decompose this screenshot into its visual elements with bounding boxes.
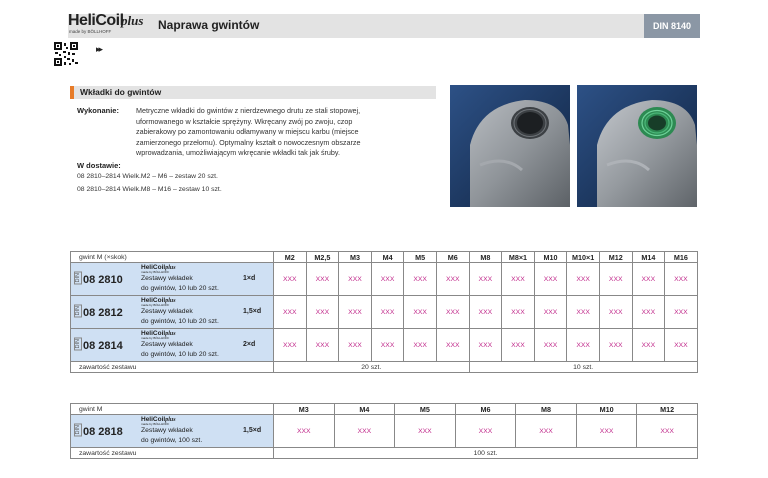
price-cell: XXX [599, 296, 632, 329]
qr-code-icon[interactable] [54, 42, 78, 66]
din-tag: DIN [75, 425, 81, 435]
price-cell: XXX [334, 415, 395, 448]
size-header: M12 [637, 404, 698, 415]
mini-logo-sub: made by BÖLLHOFF [141, 270, 170, 274]
price-cell: XXX [339, 296, 372, 329]
mini-logo-word: HeliCoil [141, 297, 166, 304]
desc-line: Zestawy wkładek [141, 308, 193, 315]
price-cell: XXX [395, 415, 456, 448]
din-tag: DIN [75, 339, 81, 349]
mini-logo-plus: plus [165, 417, 176, 423]
size-header: M12 [599, 252, 632, 263]
page-header [68, 14, 700, 38]
price-cell: XXX [436, 263, 469, 296]
product-photo-before [450, 85, 570, 207]
size-header: M6 [455, 404, 516, 415]
length-ratio: 1,5×d [243, 308, 262, 315]
price-cell: XXX [306, 263, 339, 296]
product-cell [71, 329, 274, 362]
price-cell: XXX [371, 263, 404, 296]
desc-line: do gwintów, 100 szt. [141, 436, 203, 444]
footer-value: 10 szt. [469, 362, 697, 373]
price-cell: XXX [469, 329, 502, 362]
price-cell: XXX [306, 329, 339, 362]
table-row[interactable] [71, 415, 698, 448]
price-cell: XXX [436, 296, 469, 329]
price-cell: XXX [502, 263, 535, 296]
size-header: M16 [665, 252, 698, 263]
logo-subline: made by BÖLLHOFF [69, 29, 112, 34]
price-cell: XXX [599, 263, 632, 296]
price-cell: XXX [632, 329, 665, 362]
din-tag: DIN [75, 273, 81, 283]
dostawie-label: W dostawie: [77, 161, 121, 170]
helicoil-mini-logo [141, 264, 176, 274]
length-ratio: 1,5×d [243, 427, 262, 434]
size-header: M8 [516, 404, 577, 415]
price-cell: XXX [637, 415, 698, 448]
price-cell: XXX [404, 263, 437, 296]
wykonanie-description [136, 106, 426, 159]
desc-line: Zestawy wkładek [141, 427, 193, 434]
helicoil-mini-logo [141, 416, 176, 426]
footer-value: 20 szt. [274, 362, 470, 373]
table-row[interactable] [71, 329, 698, 362]
price-cell: XXX [371, 329, 404, 362]
price-cell: XXX [567, 329, 600, 362]
product-cell [71, 415, 274, 448]
size-header: M8 [469, 252, 502, 263]
price-cell: XXX [404, 329, 437, 362]
price-cell: XXX [436, 329, 469, 362]
desc-line: zabierakowy po zamontowaniu odłamywany w miejscu karbu (miejsce [136, 127, 359, 136]
mini-logo-plus: plus [165, 331, 176, 337]
length-ratio: 2×d [243, 341, 256, 348]
din-tag: DIN [75, 306, 81, 316]
dostawie-line: 08 2810–2814 Wielk.M2 – M6 – zestaw 20 szt. [77, 173, 218, 180]
header-label: gwint M [71, 404, 274, 415]
table-row[interactable] [71, 296, 698, 329]
size-header: M10 [576, 404, 637, 415]
product-cell [71, 263, 274, 296]
desc-line: Zestawy wkładek [141, 341, 193, 348]
wykonanie-label: Wykonanie: [77, 106, 119, 115]
product-cell [71, 296, 274, 329]
price-cell: XXX [567, 296, 600, 329]
footer-label: zawartość zestawu [71, 362, 274, 373]
footer-value: 100 szt. [274, 448, 698, 459]
price-cell: XXX [371, 296, 404, 329]
section-title: Wkładki do gwintów [80, 87, 162, 97]
price-cell: XXX [534, 296, 567, 329]
price-cell: XXX [599, 329, 632, 362]
header-label: gwint M (×skok) [71, 252, 274, 263]
product-description [141, 274, 219, 293]
size-header: M5 [404, 252, 437, 263]
price-cell: XXX [404, 296, 437, 329]
size-header: M3 [339, 252, 372, 263]
size-header: M10×1 [567, 252, 600, 263]
price-cell: XXX [339, 329, 372, 362]
table-row[interactable] [71, 263, 698, 296]
section-accent [70, 86, 74, 99]
desc-line: Zestawy wkładek [141, 275, 193, 282]
mini-logo-word: HeliCoil [141, 264, 166, 271]
price-cell: XXX [534, 329, 567, 362]
price-cell: XXX [469, 263, 502, 296]
mini-logo-sub: made by BÖLLHOFF [141, 422, 170, 426]
price-cell: XXX [567, 263, 600, 296]
size-header: M4 [334, 404, 395, 415]
helicoil-mini-logo [141, 330, 176, 340]
size-header: M4 [371, 252, 404, 263]
price-cell: XXX [576, 415, 637, 448]
desc-line: do gwintów, 10 lub 20 szt. [141, 317, 219, 325]
price-cell: XXX [274, 415, 335, 448]
price-cell: XXX [665, 296, 698, 329]
price-cell: XXX [516, 415, 577, 448]
size-header: M10 [534, 252, 567, 263]
price-cell: XXX [469, 296, 502, 329]
length-ratio: 1×d [243, 275, 256, 282]
table-header-row [71, 404, 698, 415]
helicoil-mini-logo [141, 297, 176, 307]
article-number: 08 2818 [83, 426, 123, 438]
article-number: 08 2814 [83, 340, 123, 352]
din-badge: DIN 8140 [644, 14, 700, 38]
table-footer-row [71, 362, 698, 373]
table-footer-row [71, 448, 698, 459]
product-description [141, 340, 219, 359]
mini-logo-sub: made by BÖLLHOFF [141, 336, 170, 340]
product-description [141, 426, 202, 445]
size-header: M3 [274, 404, 335, 415]
mini-logo-word: HeliCoil [141, 330, 166, 337]
desc-line: Metryczne wkładki do gwintów z nierdzewnego drutu ze stali stopowej, [136, 106, 361, 115]
price-cell: XXX [502, 329, 535, 362]
footer-label: zawartość zestawu [71, 448, 274, 459]
desc-line: wprowadzania, umożliwiającym wkręcanie wkładki tak jak śruby. [136, 148, 340, 157]
mini-logo-plus: plus [165, 298, 176, 304]
price-cell: XXX [632, 296, 665, 329]
mini-logo-sub: made by BÖLLHOFF [141, 303, 170, 307]
size-header: M8×1 [502, 252, 535, 263]
size-header: M2,5 [306, 252, 339, 263]
size-header: M6 [436, 252, 469, 263]
mini-logo-word: HeliCoil [141, 416, 166, 423]
product-photo-after [577, 85, 697, 207]
price-cell: XXX [306, 296, 339, 329]
price-cell: XXX [665, 263, 698, 296]
size-header: M5 [395, 404, 456, 415]
price-cell: XXX [274, 329, 307, 362]
price-cell: XXX [632, 263, 665, 296]
article-number: 08 2812 [83, 307, 123, 319]
dostawie-line: 08 2810–2814 Wielk.M8 – M16 – zestaw 10 szt. [77, 186, 222, 193]
desc-line: zamierzonego przełomu). Optymalny kształt o nowoczesnym obszarze [136, 137, 361, 147]
price-cell: XXX [534, 263, 567, 296]
desc-line: do gwintów, 10 lub 20 szt. [141, 350, 219, 358]
logo-plus: plus [121, 13, 144, 28]
size-header: M2 [274, 252, 307, 263]
price-cell: XXX [274, 296, 307, 329]
thread-insert-table-100 [70, 403, 698, 459]
price-cell: XXX [274, 263, 307, 296]
price-cell: XXX [502, 296, 535, 329]
table-header-row [71, 252, 698, 263]
size-header: M14 [632, 252, 665, 263]
price-cell: XXX [665, 329, 698, 362]
mini-logo-plus: plus [165, 265, 176, 271]
page-title: Naprawa gwintów [158, 18, 260, 32]
section-heading [70, 86, 436, 99]
forward-arrows-icon[interactable]: ▸▸ [96, 44, 102, 54]
price-cell: XXX [455, 415, 516, 448]
product-description [141, 307, 219, 326]
article-number: 08 2810 [83, 274, 123, 286]
logo-wordmark: HeliCoil [68, 12, 124, 29]
desc-line: do gwintów, 10 lub 20 szt. [141, 284, 219, 292]
price-cell: XXX [339, 263, 372, 296]
desc-line: uformowanego w kształcie sprężyny. Wkręcany zwój po zwoju, czop [136, 116, 353, 126]
thread-insert-table [70, 251, 698, 373]
helicoil-logo [68, 12, 152, 38]
